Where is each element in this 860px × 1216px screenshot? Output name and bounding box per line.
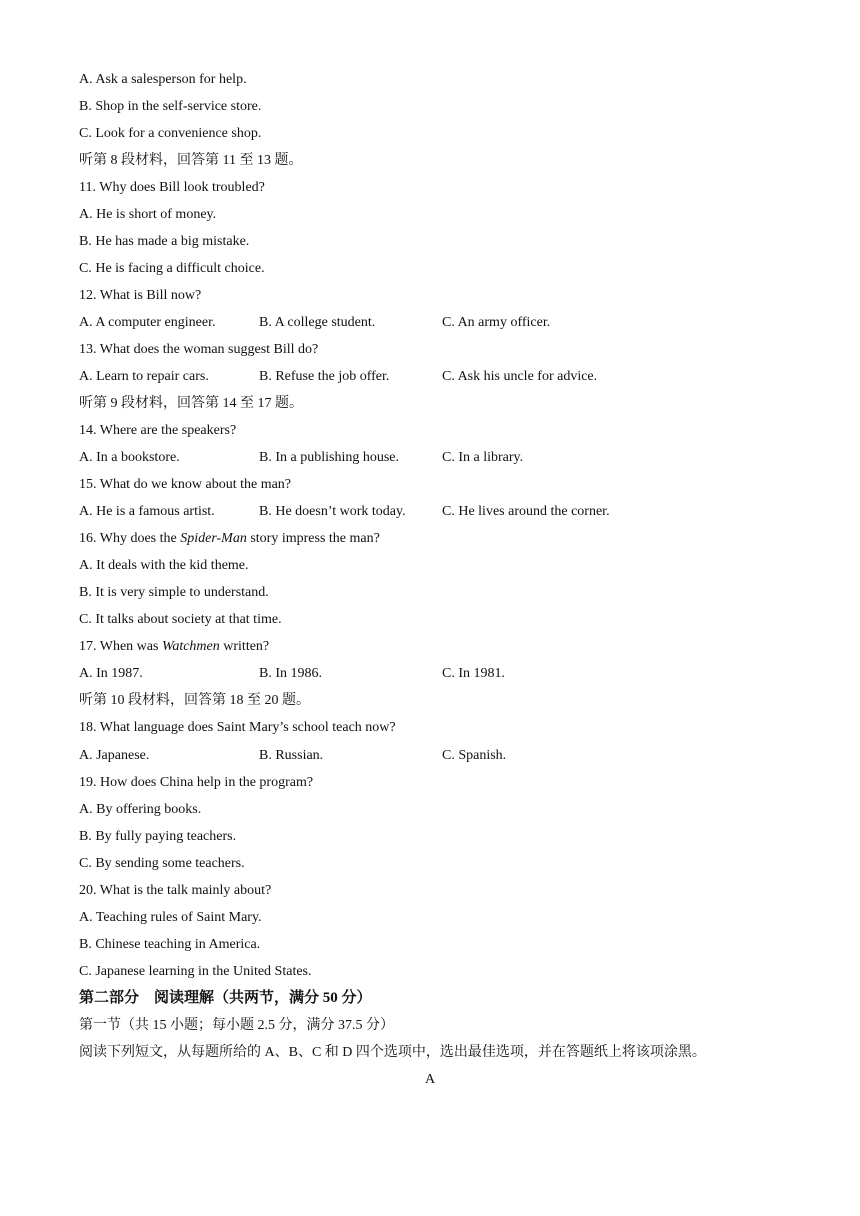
question-12: 12. What is Bill now? xyxy=(79,288,202,303)
options-row-18 xyxy=(79,747,779,765)
option-b: B. He doesn’t work today. xyxy=(259,504,406,519)
options-row-15 xyxy=(79,503,779,521)
option-line: C. It talks about society at that time. xyxy=(79,612,282,627)
question-text: story impress the man? xyxy=(246,531,380,546)
options-row-14 xyxy=(79,449,779,467)
option-a: A. In 1987. xyxy=(79,666,143,681)
option-b: B. In a publishing house. xyxy=(259,450,399,465)
option-line: A. He is short of money. xyxy=(79,207,217,222)
option-line: B. By fully paying teachers. xyxy=(79,829,237,844)
reading-instruction: 阅读下列短文，从每题所给的 A、B、C 和 D 四个选项中，选出最佳选项，并在答题纸上将该项涂黑。 xyxy=(79,1045,706,1060)
option-c: C. In a library. xyxy=(442,450,524,465)
question-16 xyxy=(79,530,380,548)
option-a: A. A computer engineer. xyxy=(79,315,216,330)
option-a: A. Learn to repair cars. xyxy=(79,369,209,384)
option-a: A. Japanese. xyxy=(79,748,150,763)
section-heading: 第一节（共 15 小题；每小题 2.5 分，满分 37.5 分） xyxy=(79,1018,394,1033)
option-c: C. In 1981. xyxy=(442,666,505,681)
question-11: 11. Why does Bill look troubled? xyxy=(79,180,265,195)
option-c: C. He lives around the corner. xyxy=(442,504,610,519)
part-heading: 第二部分 阅读理解（共两节，满分 50 分） xyxy=(79,990,372,1006)
title-italic: Spider-Man xyxy=(180,531,247,546)
option-line: B. Shop in the self-service store. xyxy=(79,99,262,114)
question-14: 14. Where are the speakers? xyxy=(79,423,237,438)
option-line: A. Teaching rules of Saint Mary. xyxy=(79,910,262,925)
option-b: B. Refuse the job offer. xyxy=(259,369,390,384)
option-b: B. A college student. xyxy=(259,315,376,330)
question-17 xyxy=(79,638,269,656)
question-19: 19. How does China help in the program? xyxy=(79,775,314,790)
question-13: 13. What does the woman suggest Bill do? xyxy=(79,342,319,357)
question-20: 20. What is the talk mainly about? xyxy=(79,883,272,898)
question-18: 18. What language does Saint Mary’s school teach now? xyxy=(79,720,396,735)
option-line: C. By sending some teachers. xyxy=(79,856,245,871)
question-text: 16. Why does the xyxy=(79,531,181,546)
question-15: 15. What do we know about the man? xyxy=(79,477,292,492)
option-b: B. In 1986. xyxy=(259,666,322,681)
option-b: B. Russian. xyxy=(259,748,324,763)
question-text: 17. When was xyxy=(79,639,162,654)
section-instruction: 听第 10 段材料，回答第 18 至 20 题。 xyxy=(79,693,310,708)
section-instruction: 听第 9 段材料，回答第 14 至 17 题。 xyxy=(79,396,303,411)
option-line: B. He has made a big mistake. xyxy=(79,234,250,249)
option-line: B. It is very simple to understand. xyxy=(79,585,269,600)
option-a: A. He is a famous artist. xyxy=(79,504,215,519)
option-line: C. Japanese learning in the United States. xyxy=(79,964,312,979)
section-instruction: 听第 8 段材料，回答第 11 至 13 题。 xyxy=(79,153,303,168)
passage-label: A xyxy=(424,1072,436,1087)
option-line: C. Look for a convenience shop. xyxy=(79,126,262,141)
option-line: C. He is facing a difficult choice. xyxy=(79,261,265,276)
option-c: C. Ask his uncle for advice. xyxy=(442,369,598,384)
option-line: B. Chinese teaching in America. xyxy=(79,937,261,952)
option-c: C. Spanish. xyxy=(442,748,507,763)
options-row-17 xyxy=(79,665,779,683)
options-row-12 xyxy=(79,314,779,332)
title-italic: Watchmen xyxy=(161,639,220,654)
options-row-13 xyxy=(79,368,779,386)
option-line: A. Ask a salesperson for help. xyxy=(79,72,247,87)
option-a: A. In a bookstore. xyxy=(79,450,180,465)
question-text: written? xyxy=(219,639,270,654)
option-line: A. By offering books. xyxy=(79,802,202,817)
option-line: A. It deals with the kid theme. xyxy=(79,558,249,573)
option-c: C. An army officer. xyxy=(442,315,551,330)
